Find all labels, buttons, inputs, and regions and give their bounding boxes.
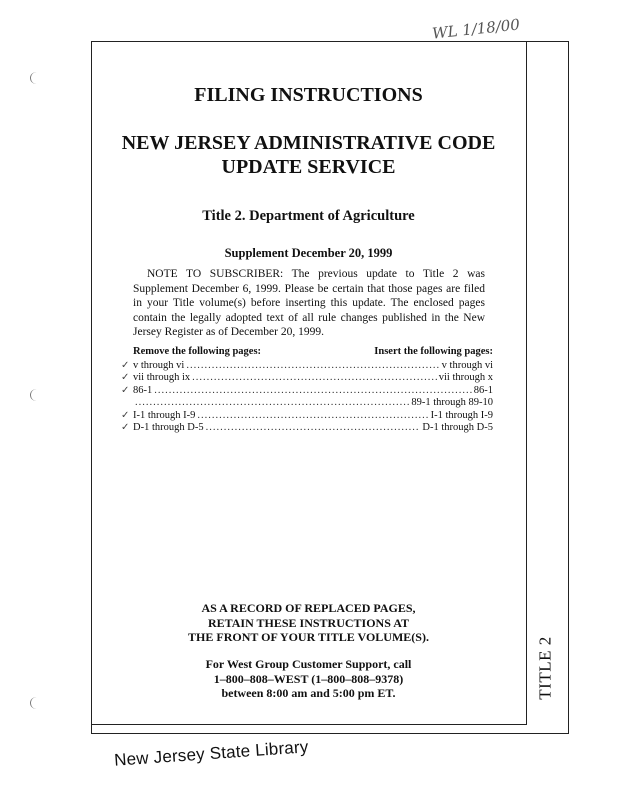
record-line: THE FRONT OF YOUR TITLE VOLUME(S).	[188, 630, 429, 644]
record-notice	[91, 601, 526, 645]
record-line: AS A RECORD OF REPLACED PAGES,	[201, 601, 416, 615]
customer-support-notice	[91, 657, 526, 701]
check-mark-icon: ✓	[121, 372, 130, 383]
insert-pages: I-1 through I-9	[430, 409, 493, 421]
insert-pages: v through vi	[441, 359, 493, 371]
check-mark-icon: ✓	[121, 422, 130, 433]
dot-leader	[192, 372, 437, 385]
punch-hole-bottom	[30, 697, 43, 709]
supplement-date: Supplement December 20, 1999	[224, 246, 393, 260]
punch-hole-middle	[30, 389, 43, 401]
dot-leader	[206, 422, 421, 435]
insert-pages: 89-1 through 89-10	[411, 397, 493, 408]
note-to-subscriber: NOTE TO SUBSCRIBER: The previous update to Title 2 was Supplement December 6, 1999. Please be certain that those pages are filed in your Title volume(s) before inserting this update. The enclosed pages contain the legally adopted text of all rule changes published in the New Jersey Register as of December 20, 1999.	[133, 268, 485, 338]
dot-leader	[186, 360, 439, 373]
insert-pages: 86-1	[473, 384, 493, 396]
table-header	[121, 346, 493, 359]
page-replacement-table	[121, 346, 493, 435]
dot-leader	[135, 397, 409, 410]
remove-pages: D-1 through D-5	[133, 422, 204, 433]
table-row	[121, 360, 493, 373]
insert-pages: vii through x	[438, 372, 493, 383]
table-row	[121, 385, 493, 398]
title-tab-label: TITLE 2	[536, 636, 556, 700]
subtitle-line: UPDATE SERVICE	[221, 156, 396, 178]
page-subtitle	[91, 131, 526, 179]
dot-leader	[197, 410, 428, 423]
table-row	[121, 422, 493, 435]
support-line: For West Group Customer Support, call	[205, 657, 412, 671]
check-mark-icon: ✓	[121, 409, 130, 421]
handwritten-initials: WL 1/18/00	[431, 15, 521, 43]
page-title: FILING INSTRUCTIONS	[194, 84, 423, 106]
title-tab	[524, 630, 568, 706]
remove-pages: vii through ix	[133, 372, 191, 383]
support-line: between 8:00 am and 5:00 pm ET.	[221, 686, 396, 700]
insert-pages: D-1 through D-5	[422, 422, 493, 433]
support-line: 1–800–808–WEST (1–800–808–9378)	[213, 671, 404, 686]
check-mark-icon: ✓	[121, 384, 130, 396]
remove-header: Remove the following pages:	[133, 346, 262, 357]
table-row	[121, 397, 493, 410]
department-heading: Title 2. Department of Agriculture	[202, 208, 415, 224]
remove-pages: I-1 through I-9	[133, 409, 196, 421]
subtitle-line: NEW JERSEY ADMINISTRATIVE CODE	[121, 132, 496, 154]
remove-pages: v through vi	[133, 359, 185, 371]
library-stamp: New Jersey State Library	[113, 737, 310, 770]
punch-hole-top	[30, 72, 43, 84]
insert-header: Insert the following pages:	[374, 346, 493, 357]
dot-leader	[154, 385, 472, 398]
remove-pages: 86-1	[133, 384, 153, 396]
check-mark-icon: ✓	[121, 359, 130, 371]
table-row	[121, 372, 493, 385]
record-line: RETAIN THESE INSTRUCTIONS AT	[207, 615, 410, 630]
table-row	[121, 410, 493, 423]
